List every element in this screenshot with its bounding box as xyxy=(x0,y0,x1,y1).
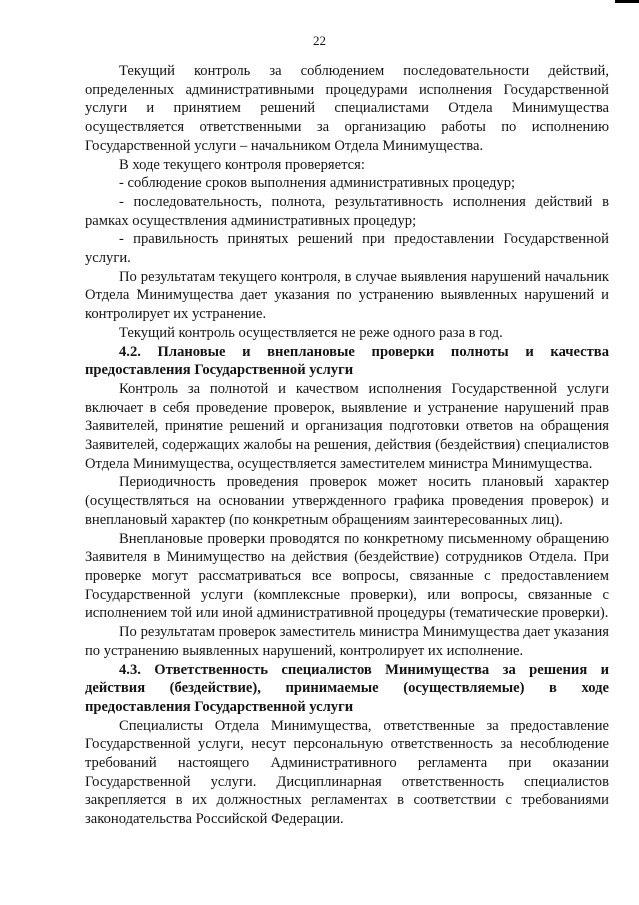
section-heading-4-2: 4.2. Плановые и внеплановые проверки полноты и качества предоставления Государственной услуги xyxy=(85,343,609,379)
paragraph-responsibility: Специалисты Отдела Минимущества, ответственные за предоставление Государственной услуги, несут персональную ответственность за несоблюдение требований настоящего Административного регламента при оказании Государственной услуги. Дисциплинарная ответственность специалистов закрепляется в их должностных регламентах в соответствии с требованиями законодательства Российской Федерации. xyxy=(85,717,609,828)
paragraph-control-frequency: Текущий контроль осуществляется не реже одного раза в год. xyxy=(119,324,503,341)
paragraph-checked-items-intro: В ходе текущего контроля проверяется: xyxy=(119,156,365,173)
page-number: 22 xyxy=(313,33,326,48)
scan-corner-mark xyxy=(615,0,639,3)
section-heading-4-3: 4.3. Ответственность специалистов Минимущества за решения и действия (бездействие), принимаемые (осуществляемые) в ходе предоставления Государственной услуги xyxy=(85,661,609,715)
paragraph-quality-control: Контроль за полнотой и качеством исполнения Государственной услуги включает в себя проведение проверок, выявление и устранение нарушений прав Заявителей, принятие решений и организация подготовки ответов на обращения Заявителей, содержащих жалобы на решения, действия (бездействия) специалистов Отдела Минимущества, осуществляется заместителем министра Минимущества. xyxy=(85,380,609,472)
paragraph-control-results: По результатам текущего контроля, в случае выявления нарушений начальник Отдела Минимущества дает указания по устранению выявленных нарушений и контролирует их устранение. xyxy=(85,268,609,323)
paragraph-inspection-periodicity: Периодичность проведения проверок может носить плановый характер (осуществляться на основании утвержденного графика проведения проверок) и внеплановый характер (по конкретным обращениям заинтересованных лиц). xyxy=(85,474,609,528)
list-item-deadlines: - соблюдение сроков выполнения административных процедур; xyxy=(119,175,516,192)
paragraph-current-control: Текущий контроль за соблюдением последовательности действий, определенных административными процедурами исполнения Государственной услуги и принятием решений специалистами Отдела Минимущества осуществляется ответственными за организацию работы по исполнению Государственной услуги – начальником Отдела Минимущества. xyxy=(85,63,609,154)
document-body xyxy=(85,62,609,829)
paragraph-unscheduled-inspections: Внеплановые проверки проводятся по конкретному письменному обращению Заявителя в Минимущество на действия (бездействие) сотрудников Отдела. При проверке могут рассматриваться все вопросы, связанные с предоставлением Государственной услуги (комплексные проверки), или вопросы, связанные с исполнением той или иной административной процедуры (тематические проверки). xyxy=(85,530,609,622)
paragraph-inspection-results: По результатам проверок заместитель министра Минимущества дает указания по устранению выявленных нарушений, контролирует их исполнение. xyxy=(85,624,609,659)
list-item-correctness: - правильность принятых решений при предоставлении Государственной услуги. xyxy=(85,231,609,267)
list-item-sequence: - последовательность, полнота, результативность исполнения действий в рамках осуществления административных процедур; xyxy=(85,193,609,229)
